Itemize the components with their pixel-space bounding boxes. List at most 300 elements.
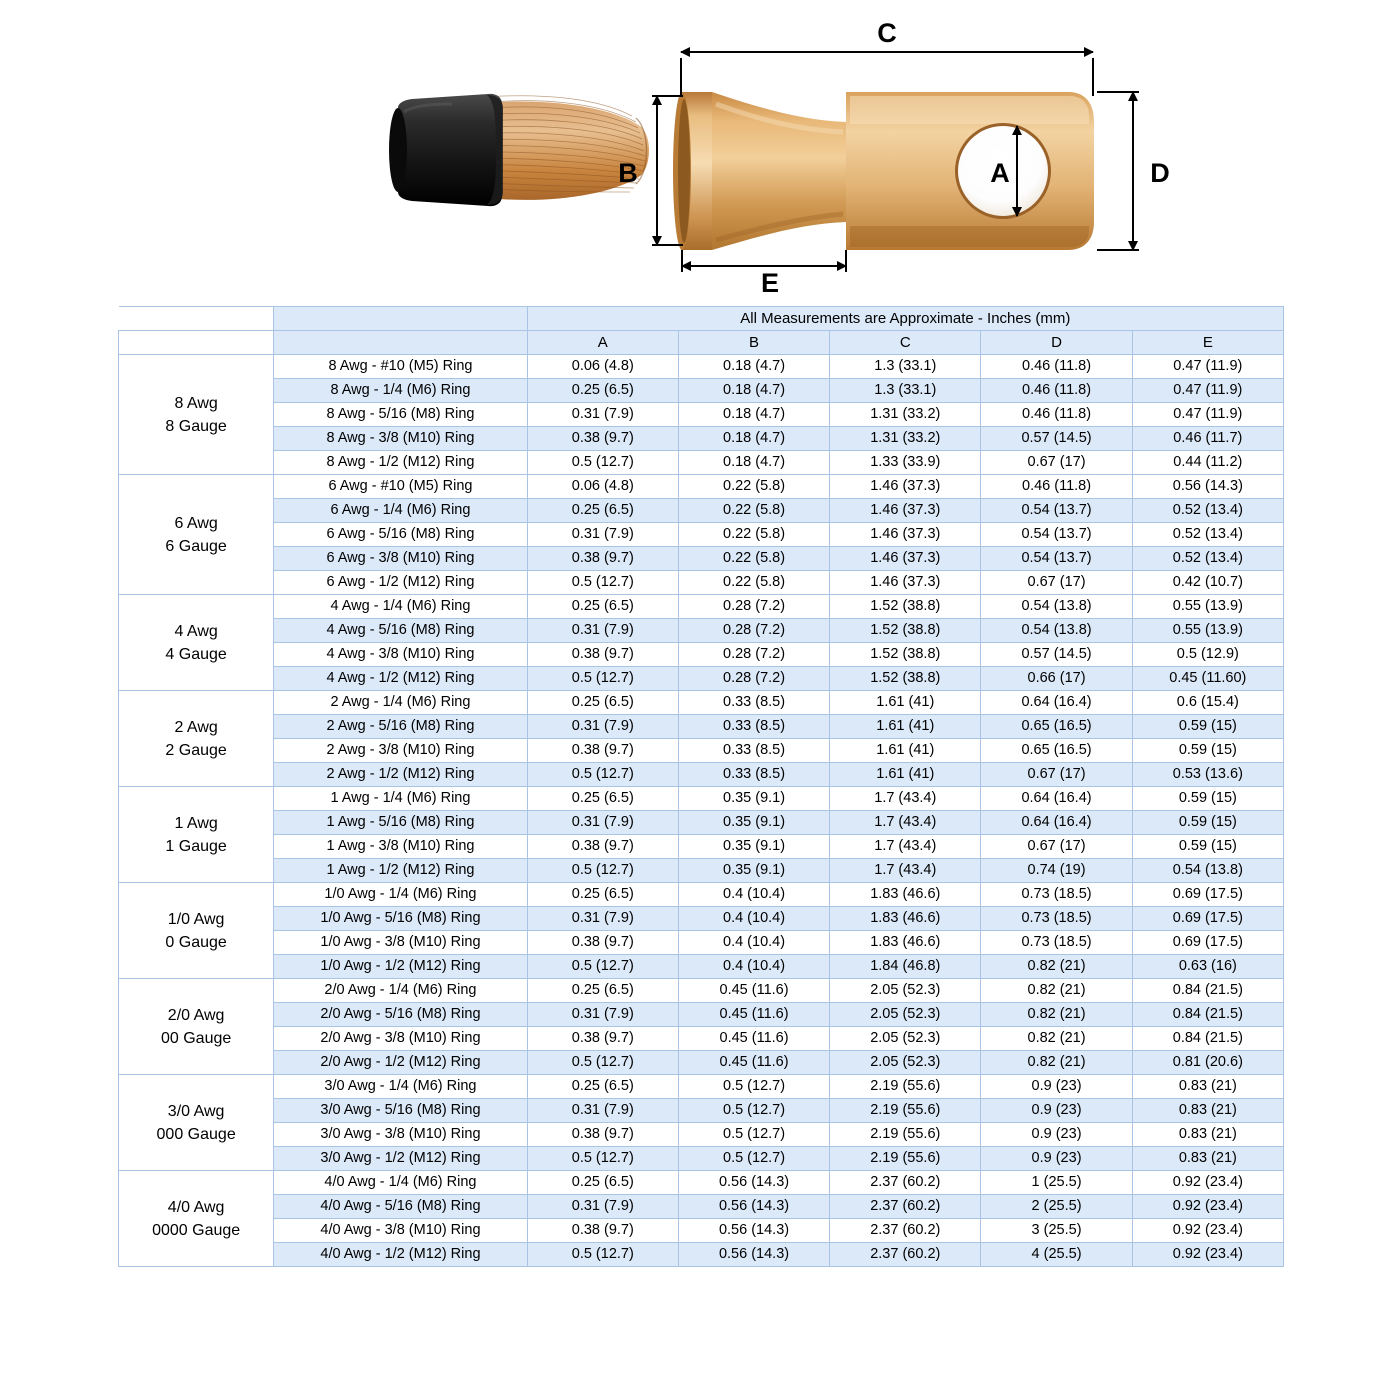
cell-e: 0.47 (11.9): [1132, 379, 1283, 403]
table-row: [119, 931, 1284, 955]
cell-e: 0.56 (14.3): [1132, 475, 1283, 499]
row-description: 1/0 Awg - 3/8 (M10) Ring: [274, 931, 527, 955]
cell-c: 2.19 (55.6): [830, 1099, 981, 1123]
cell-e: 0.54 (13.8): [1132, 859, 1283, 883]
row-description: 2/0 Awg - 3/8 (M10) Ring: [274, 1027, 527, 1051]
table-row: [119, 763, 1284, 787]
cell-c: 1.83 (46.6): [830, 931, 981, 955]
cell-e: 0.46 (11.7): [1132, 427, 1283, 451]
cell-c: 1.46 (37.3): [830, 523, 981, 547]
cell-c: 2.19 (55.6): [830, 1147, 981, 1171]
cell-b: 0.18 (4.7): [678, 379, 829, 403]
cell-b: 0.28 (7.2): [678, 619, 829, 643]
cell-e: 0.44 (11.2): [1132, 451, 1283, 475]
cell-e: 0.6 (15.4): [1132, 691, 1283, 715]
row-description: 1 Awg - 5/16 (M8) Ring: [274, 811, 527, 835]
cell-d: 0.9 (23): [981, 1075, 1132, 1099]
table-row: [119, 667, 1284, 691]
measurement-note: All Measurements are Approximate - Inches (mm): [527, 307, 1283, 331]
cell-c: 2.37 (60.2): [830, 1171, 981, 1195]
gauge-group-line1: 1/0 Awg: [167, 910, 225, 928]
cell-b: 0.4 (10.4): [678, 931, 829, 955]
cell-a: 0.38 (9.7): [527, 1027, 678, 1051]
gauge-group-line1: 1 Awg: [174, 814, 218, 832]
cell-b: 0.18 (4.7): [678, 427, 829, 451]
row-description: 4 Awg - 3/8 (M10) Ring: [274, 643, 527, 667]
cell-b: 0.45 (11.6): [678, 979, 829, 1003]
cell-c: 1.46 (37.3): [830, 499, 981, 523]
table-row: [119, 883, 1284, 907]
cell-e: 0.59 (15): [1132, 787, 1283, 811]
cell-d: 0.67 (17): [981, 763, 1132, 787]
table-header-letters-row: [119, 331, 1284, 355]
table-row: [119, 475, 1284, 499]
cell-c: 2.05 (52.3): [830, 1051, 981, 1075]
cell-b: 0.22 (5.8): [678, 475, 829, 499]
cell-a: 0.31 (7.9): [527, 1099, 678, 1123]
table-row: [119, 1147, 1284, 1171]
gauge-group-cell: [119, 979, 274, 1075]
cell-c: 2.05 (52.3): [830, 1003, 981, 1027]
cell-c: 2.19 (55.6): [830, 1075, 981, 1099]
table-row: [119, 955, 1284, 979]
cell-d: 0.54 (13.7): [981, 523, 1132, 547]
cell-a: 0.25 (6.5): [527, 979, 678, 1003]
cell-b: 0.45 (11.6): [678, 1027, 829, 1051]
table-row: [119, 427, 1284, 451]
gauge-group-cell: [119, 691, 274, 787]
row-description: 3/0 Awg - 5/16 (M8) Ring: [274, 1099, 527, 1123]
cell-e: 0.84 (21.5): [1132, 1003, 1283, 1027]
row-description: 1/0 Awg - 1/4 (M6) Ring: [274, 883, 527, 907]
cell-d: 0.67 (17): [981, 451, 1132, 475]
cell-e: 0.59 (15): [1132, 811, 1283, 835]
cell-b: 0.35 (9.1): [678, 811, 829, 835]
cell-a: 0.25 (6.5): [527, 691, 678, 715]
cell-e: 0.92 (23.4): [1132, 1171, 1283, 1195]
cell-b: 0.22 (5.8): [678, 571, 829, 595]
cell-c: 1.3 (33.1): [830, 355, 981, 379]
gauge-group-line2: 1 Gauge: [165, 837, 227, 855]
cell-a: 0.31 (7.9): [527, 907, 678, 931]
cell-e: 0.84 (21.5): [1132, 979, 1283, 1003]
cell-d: 0.54 (13.7): [981, 499, 1132, 523]
cell-d: 0.65 (16.5): [981, 739, 1132, 763]
cell-c: 1.61 (41): [830, 715, 981, 739]
row-description: 8 Awg - 1/2 (M12) Ring: [274, 451, 527, 475]
row-description: 1 Awg - 1/4 (M6) Ring: [274, 787, 527, 811]
cell-b: 0.35 (9.1): [678, 787, 829, 811]
gauge-group-cell: [119, 883, 274, 979]
cell-b: 0.35 (9.1): [678, 835, 829, 859]
gauge-group-line2: 2 Gauge: [165, 741, 227, 759]
column-header-b: B: [678, 331, 829, 355]
black-cable-jacket-icon: [389, 94, 503, 206]
table-row: [119, 1171, 1284, 1195]
gauge-group-cell: [119, 1171, 274, 1267]
row-description: 8 Awg - 1/4 (M6) Ring: [274, 379, 527, 403]
table-row: [119, 811, 1284, 835]
gauge-group-line2: 000 Gauge: [156, 1125, 236, 1143]
cell-e: 0.45 (11.60): [1132, 667, 1283, 691]
product-dimension-diagram: [0, 0, 1400, 300]
cell-a: 0.5 (12.7): [527, 1051, 678, 1075]
cell-b: 0.4 (10.4): [678, 907, 829, 931]
row-description: 2 Awg - 3/8 (M10) Ring: [274, 739, 527, 763]
cell-d: 0.74 (19): [981, 859, 1132, 883]
cell-c: 1.61 (41): [830, 739, 981, 763]
row-description: 6 Awg - 5/16 (M8) Ring: [274, 523, 527, 547]
cell-d: 3 (25.5): [981, 1219, 1132, 1243]
row-description: 6 Awg - 3/8 (M10) Ring: [274, 547, 527, 571]
dimension-c-label: C: [877, 18, 897, 48]
row-description: 2/0 Awg - 5/16 (M8) Ring: [274, 1003, 527, 1027]
row-description: 8 Awg - 3/8 (M10) Ring: [274, 427, 527, 451]
cell-c: 1.52 (38.8): [830, 667, 981, 691]
header-spacer-desc-2: [274, 331, 527, 355]
cell-e: 0.52 (13.4): [1132, 523, 1283, 547]
cell-d: 0.46 (11.8): [981, 475, 1132, 499]
cell-c: 1.84 (46.8): [830, 955, 981, 979]
cell-d: 0.64 (16.4): [981, 811, 1132, 835]
cell-c: 2.37 (60.2): [830, 1219, 981, 1243]
gauge-group-cell: [119, 595, 274, 691]
cell-d: 0.82 (21): [981, 1003, 1132, 1027]
cell-e: 0.55 (13.9): [1132, 619, 1283, 643]
cell-a: 0.25 (6.5): [527, 595, 678, 619]
table-row: [119, 499, 1284, 523]
cell-e: 0.52 (13.4): [1132, 547, 1283, 571]
cell-b: 0.5 (12.7): [678, 1147, 829, 1171]
cell-d: 0.82 (21): [981, 1051, 1132, 1075]
cell-b: 0.18 (4.7): [678, 403, 829, 427]
cell-a: 0.5 (12.7): [527, 763, 678, 787]
row-description: 4/0 Awg - 3/8 (M10) Ring: [274, 1219, 527, 1243]
cell-e: 0.59 (15): [1132, 835, 1283, 859]
cell-b: 0.33 (8.5): [678, 763, 829, 787]
cell-d: 0.73 (18.5): [981, 931, 1132, 955]
cell-d: 0.82 (21): [981, 955, 1132, 979]
cell-c: 1.7 (43.4): [830, 859, 981, 883]
row-description: 4 Awg - 1/4 (M6) Ring: [274, 595, 527, 619]
row-description: 1 Awg - 1/2 (M12) Ring: [274, 859, 527, 883]
gauge-group-line1: 8 Awg: [174, 394, 218, 412]
cell-d: 0.54 (13.8): [981, 595, 1132, 619]
gauge-group-line1: 6 Awg: [174, 514, 218, 532]
cell-c: 1.3 (33.1): [830, 379, 981, 403]
cell-c: 1.83 (46.6): [830, 883, 981, 907]
gauge-group-line2: 0000 Gauge: [152, 1221, 241, 1239]
table-row: [119, 379, 1284, 403]
cell-d: 0.82 (21): [981, 979, 1132, 1003]
row-description: 3/0 Awg - 1/4 (M6) Ring: [274, 1075, 527, 1099]
cell-e: 0.47 (11.9): [1132, 403, 1283, 427]
cell-e: 0.52 (13.4): [1132, 499, 1283, 523]
header-spacer-gauge-2: [119, 331, 274, 355]
row-description: 6 Awg - 1/4 (M6) Ring: [274, 499, 527, 523]
row-description: 4 Awg - 1/2 (M12) Ring: [274, 667, 527, 691]
cell-d: 0.9 (23): [981, 1123, 1132, 1147]
cell-b: 0.28 (7.2): [678, 667, 829, 691]
cell-b: 0.56 (14.3): [678, 1219, 829, 1243]
cell-e: 0.92 (23.4): [1132, 1219, 1283, 1243]
table-row: [119, 1075, 1284, 1099]
gauge-group-line1: 2 Awg: [174, 718, 218, 736]
column-header-e: E: [1132, 331, 1283, 355]
cell-a: 0.25 (6.5): [527, 883, 678, 907]
cell-c: 2.05 (52.3): [830, 979, 981, 1003]
cell-e: 0.5 (12.9): [1132, 643, 1283, 667]
dimension-d: [1097, 92, 1139, 250]
cell-c: 1.46 (37.3): [830, 547, 981, 571]
cell-b: 0.22 (5.8): [678, 523, 829, 547]
cell-c: 1.46 (37.3): [830, 475, 981, 499]
cell-d: 0.82 (21): [981, 1027, 1132, 1051]
cell-d: 0.9 (23): [981, 1099, 1132, 1123]
cell-c: 2.05 (52.3): [830, 1027, 981, 1051]
cell-a: 0.31 (7.9): [527, 811, 678, 835]
cell-a: 0.31 (7.9): [527, 619, 678, 643]
cell-a: 0.38 (9.7): [527, 1123, 678, 1147]
table-row: [119, 1099, 1284, 1123]
table-row: [119, 451, 1284, 475]
table-row: [119, 355, 1284, 379]
cell-a: 0.25 (6.5): [527, 379, 678, 403]
cell-a: 0.06 (4.8): [527, 475, 678, 499]
cell-a: 0.31 (7.9): [527, 523, 678, 547]
header-spacer-desc: [274, 307, 527, 331]
cell-d: 0.64 (16.4): [981, 691, 1132, 715]
row-description: 1 Awg - 3/8 (M10) Ring: [274, 835, 527, 859]
row-description: 4/0 Awg - 1/4 (M6) Ring: [274, 1171, 527, 1195]
cell-b: 0.33 (8.5): [678, 715, 829, 739]
cell-e: 0.84 (21.5): [1132, 1027, 1283, 1051]
cell-c: 2.37 (60.2): [830, 1195, 981, 1219]
table-row: [119, 1219, 1284, 1243]
cell-a: 0.5 (12.7): [527, 1243, 678, 1267]
table-row: [119, 907, 1284, 931]
cell-e: 0.83 (21): [1132, 1123, 1283, 1147]
cell-e: 0.69 (17.5): [1132, 907, 1283, 931]
cell-a: 0.5 (12.7): [527, 571, 678, 595]
cell-a: 0.25 (6.5): [527, 499, 678, 523]
cell-b: 0.5 (12.7): [678, 1123, 829, 1147]
cell-d: 0.65 (16.5): [981, 715, 1132, 739]
table-row: [119, 835, 1284, 859]
gauge-group-line1: 3/0 Awg: [167, 1102, 225, 1120]
cell-b: 0.22 (5.8): [678, 499, 829, 523]
cell-e: 0.55 (13.9): [1132, 595, 1283, 619]
cell-d: 0.9 (23): [981, 1147, 1132, 1171]
cell-b: 0.18 (4.7): [678, 451, 829, 475]
table-body: [119, 355, 1284, 1267]
dimension-d-label: D: [1150, 158, 1170, 188]
cell-c: 1.7 (43.4): [830, 787, 981, 811]
gauge-group-cell: [119, 1075, 274, 1171]
row-description: 1/0 Awg - 1/2 (M12) Ring: [274, 955, 527, 979]
cell-e: 0.63 (16): [1132, 955, 1283, 979]
cell-d: 0.46 (11.8): [981, 379, 1132, 403]
table-row: [119, 739, 1284, 763]
cell-c: 1.31 (33.2): [830, 403, 981, 427]
table-row: [119, 691, 1284, 715]
row-description: 2/0 Awg - 1/4 (M6) Ring: [274, 979, 527, 1003]
cell-e: 0.69 (17.5): [1132, 883, 1283, 907]
cell-a: 0.31 (7.9): [527, 403, 678, 427]
cell-d: 0.54 (13.8): [981, 619, 1132, 643]
row-description: 4/0 Awg - 5/16 (M8) Ring: [274, 1195, 527, 1219]
cell-b: 0.28 (7.2): [678, 595, 829, 619]
row-description: 3/0 Awg - 3/8 (M10) Ring: [274, 1123, 527, 1147]
cell-d: 0.73 (18.5): [981, 883, 1132, 907]
header-spacer-gauge: [119, 307, 274, 331]
cell-e: 0.83 (21): [1132, 1099, 1283, 1123]
dimension-b-label: B: [618, 158, 638, 188]
gauge-group-line2: 6 Gauge: [165, 537, 227, 555]
cell-d: 0.64 (16.4): [981, 787, 1132, 811]
gauge-group-line1: 4/0 Awg: [167, 1198, 225, 1216]
cell-a: 0.31 (7.9): [527, 1195, 678, 1219]
cell-e: 0.59 (15): [1132, 739, 1283, 763]
cell-c: 1.7 (43.4): [830, 835, 981, 859]
cell-c: 1.7 (43.4): [830, 811, 981, 835]
table-row: [119, 715, 1284, 739]
table-row: [119, 547, 1284, 571]
cell-c: 2.19 (55.6): [830, 1123, 981, 1147]
cell-e: 0.59 (15): [1132, 715, 1283, 739]
cell-b: 0.28 (7.2): [678, 643, 829, 667]
cell-b: 0.45 (11.6): [678, 1003, 829, 1027]
dimension-c: [681, 52, 1093, 96]
table-row: [119, 1003, 1284, 1027]
cell-c: 1.33 (33.9): [830, 451, 981, 475]
table-row: [119, 1027, 1284, 1051]
cell-d: 0.67 (17): [981, 835, 1132, 859]
cell-a: 0.31 (7.9): [527, 715, 678, 739]
cell-b: 0.35 (9.1): [678, 859, 829, 883]
table-row: [119, 1051, 1284, 1075]
cell-e: 0.42 (10.7): [1132, 571, 1283, 595]
cell-b: 0.18 (4.7): [678, 355, 829, 379]
cell-b: 0.5 (12.7): [678, 1099, 829, 1123]
row-description: 2 Awg - 1/4 (M6) Ring: [274, 691, 527, 715]
row-description: 6 Awg - #10 (M5) Ring: [274, 475, 527, 499]
gauge-group-cell: [119, 475, 274, 595]
column-header-c: C: [830, 331, 981, 355]
cell-d: 0.73 (18.5): [981, 907, 1132, 931]
specifications-table-container: [118, 306, 1284, 1267]
cell-c: 1.46 (37.3): [830, 571, 981, 595]
specifications-table: [118, 306, 1284, 1267]
table-row: [119, 643, 1284, 667]
cell-b: 0.45 (11.6): [678, 1051, 829, 1075]
table-row: [119, 1243, 1284, 1267]
table-row: [119, 787, 1284, 811]
cell-e: 0.92 (23.4): [1132, 1195, 1283, 1219]
cell-d: 0.66 (17): [981, 667, 1132, 691]
cell-d: 1 (25.5): [981, 1171, 1132, 1195]
row-description: 3/0 Awg - 1/2 (M12) Ring: [274, 1147, 527, 1171]
table-header-note-row: [119, 307, 1284, 331]
table-row: [119, 595, 1284, 619]
cell-a: 0.5 (12.7): [527, 667, 678, 691]
table-row: [119, 403, 1284, 427]
cell-c: 1.31 (33.2): [830, 427, 981, 451]
cell-a: 0.38 (9.7): [527, 931, 678, 955]
cell-a: 0.25 (6.5): [527, 787, 678, 811]
row-description: 1/0 Awg - 5/16 (M8) Ring: [274, 907, 527, 931]
cell-e: 0.53 (13.6): [1132, 763, 1283, 787]
cell-d: 0.46 (11.8): [981, 355, 1132, 379]
cell-a: 0.38 (9.7): [527, 643, 678, 667]
row-description: 4/0 Awg - 1/2 (M12) Ring: [274, 1243, 527, 1267]
cell-e: 0.83 (21): [1132, 1075, 1283, 1099]
column-header-a: A: [527, 331, 678, 355]
row-description: 4 Awg - 5/16 (M8) Ring: [274, 619, 527, 643]
cell-e: 0.92 (23.4): [1132, 1243, 1283, 1267]
gauge-group-line2: 0 Gauge: [165, 933, 227, 951]
column-header-d: D: [981, 331, 1132, 355]
cell-d: 2 (25.5): [981, 1195, 1132, 1219]
cell-a: 0.38 (9.7): [527, 1219, 678, 1243]
cell-b: 0.5 (12.7): [678, 1075, 829, 1099]
table-row: [119, 1123, 1284, 1147]
gauge-group-cell: [119, 355, 274, 475]
row-description: 2 Awg - 5/16 (M8) Ring: [274, 715, 527, 739]
cell-a: 0.38 (9.7): [527, 427, 678, 451]
gauge-group-line1: 4 Awg: [174, 622, 218, 640]
copper-ring-terminal-lug-icon: [673, 92, 1094, 250]
cell-e: 0.83 (21): [1132, 1147, 1283, 1171]
cell-c: 1.52 (38.8): [830, 595, 981, 619]
gauge-group-line2: 00 Gauge: [160, 1029, 232, 1047]
table-row: [119, 619, 1284, 643]
row-description: 2/0 Awg - 1/2 (M12) Ring: [274, 1051, 527, 1075]
cell-a: 0.06 (4.8): [527, 355, 678, 379]
gauge-group-line1: 2/0 Awg: [167, 1006, 225, 1024]
dimension-e-label: E: [760, 268, 780, 298]
cell-c: 1.61 (41): [830, 691, 981, 715]
cell-c: 1.52 (38.8): [830, 643, 981, 667]
cell-a: 0.38 (9.7): [527, 739, 678, 763]
cell-d: 0.46 (11.8): [981, 403, 1132, 427]
table-row: [119, 859, 1284, 883]
row-description: 6 Awg - 1/2 (M12) Ring: [274, 571, 527, 595]
cell-a: 0.5 (12.7): [527, 1147, 678, 1171]
cell-b: 0.4 (10.4): [678, 955, 829, 979]
table-row: [119, 571, 1284, 595]
cell-a: 0.31 (7.9): [527, 1003, 678, 1027]
cell-d: 0.57 (14.5): [981, 643, 1132, 667]
cell-c: 1.83 (46.6): [830, 907, 981, 931]
cell-a: 0.38 (9.7): [527, 835, 678, 859]
cell-b: 0.33 (8.5): [678, 691, 829, 715]
row-description: 8 Awg - 5/16 (M8) Ring: [274, 403, 527, 427]
cell-c: 1.61 (41): [830, 763, 981, 787]
gauge-group-cell: [119, 787, 274, 883]
cell-d: 0.67 (17): [981, 571, 1132, 595]
cell-d: 0.57 (14.5): [981, 427, 1132, 451]
cell-d: 0.54 (13.7): [981, 547, 1132, 571]
cell-b: 0.4 (10.4): [678, 883, 829, 907]
cell-b: 0.33 (8.5): [678, 739, 829, 763]
cell-c: 1.52 (38.8): [830, 619, 981, 643]
dimension-a-label: A: [990, 158, 1010, 188]
cell-a: 0.25 (6.5): [527, 1171, 678, 1195]
cell-a: 0.5 (12.7): [527, 955, 678, 979]
row-description: 2 Awg - 1/2 (M12) Ring: [274, 763, 527, 787]
cell-b: 0.56 (14.3): [678, 1171, 829, 1195]
